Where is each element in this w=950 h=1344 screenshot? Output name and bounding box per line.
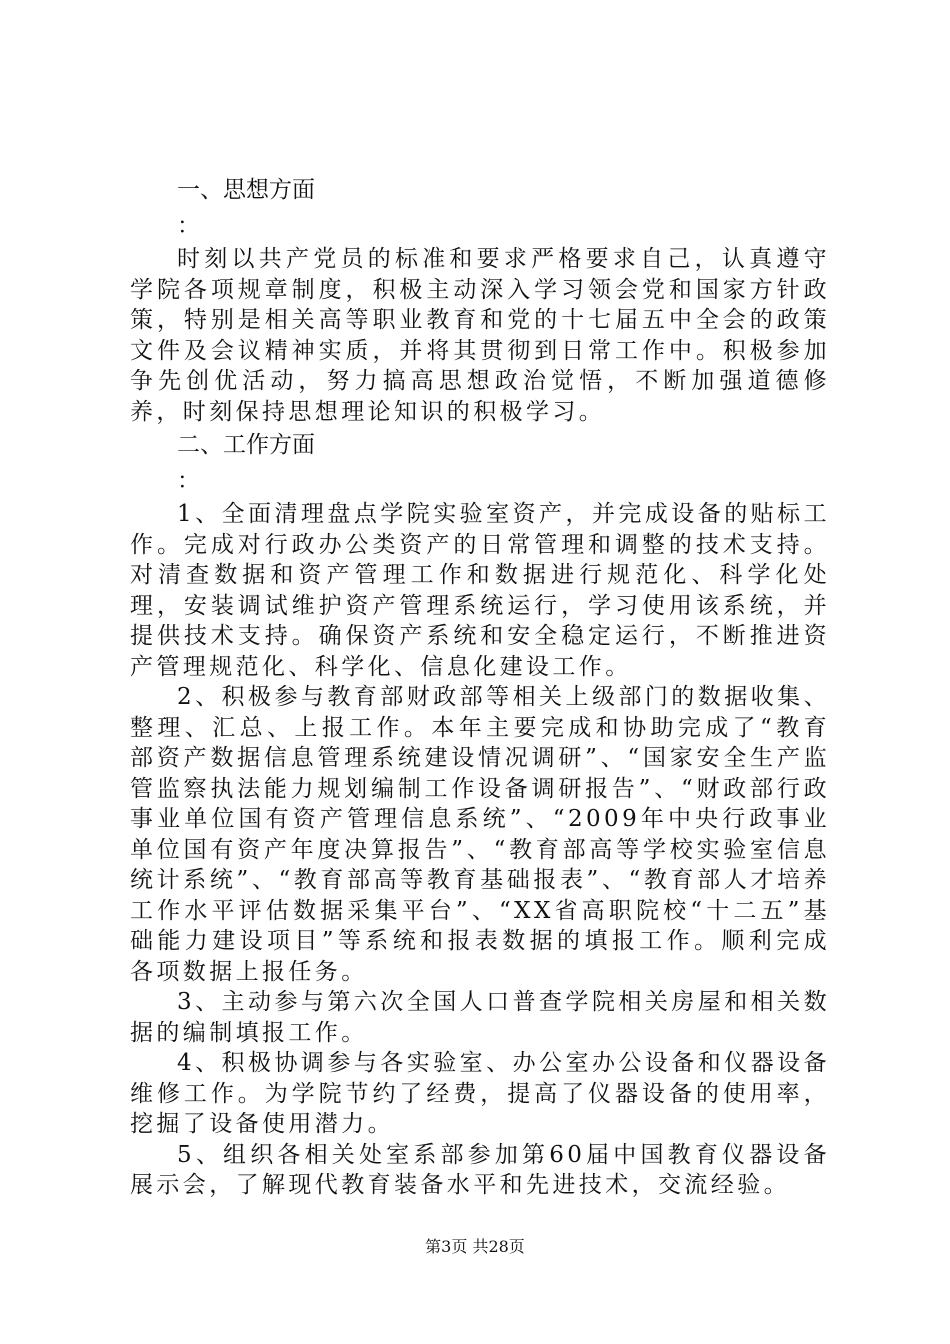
work-item-3: 3、主动参与第六次全国人口普查学院相关房屋和相关数据的编制填报工作。 [130, 989, 830, 1046]
work-item-5: 5、组织各相关处室系部参加第60届中国教育仪器设备展示会，了解现代教育装备水平和先进技术，交流经验。 [130, 1141, 830, 1198]
document-body [130, 172, 830, 1201]
work-item-4: 4、积极协调参与各实验室、办公室办公设备和仪器设备维修工作。为学院节约了经费，提高了仪器设备的使用率，挖掘了设备使用潜力。 [130, 1050, 830, 1137]
section-colon: ： [177, 213, 200, 239]
work-item-2: 2、积极参与教育部财政部等相关上级部门的数据收集、整理、汇总、上报工作。本年主要完成和协助完成了“教育部资产数据信息管理系统建设情况调研”、“国家安全生产监管监察执法能力规划编制工作设备调研报告”、“财政部行政事业单位国有资产管理信息系统”、“2009年中央行政事业单位国有资产年度决算报告”、“教育部高等学校实验室信息统计系统”、“教育部高等教育基础报表”、“教育部人才培养工作水平评估数据采集平台”、“XX省高职院校“十二五”基础能力建设项目”等系统和报表数据的填报工作。顺利完成各项数据上报任务。 [130, 684, 830, 985]
section-heading-thought: 一、思想方面 [177, 177, 315, 203]
paragraph-thought: 时刻以共产党员的标准和要求严格要求自己，认真遵守学院各项规章制度，积极主动深入学习领会党和国家方针政策，特别是相关高等职业教育和党的十七届五中全会的政策文件及会议精神实质，并将其贯彻到日常工作中。积极参加争先创优活动，努力搞高思想政治觉悟，不断加强道德修养，时刻保持思想理论知识的积极学习。 [130, 246, 830, 425]
page-number-footer: 第3页 共28页 [425, 1237, 525, 1256]
work-item-1: 1、全面清理盘点学院实验室资产，并完成设备的贴标工作。完成对行政办公类资产的日常管理和调整的技术支持。对清查数据和资产管理工作和数据进行规范化、科学化处理，安装调试维护资产管理系统运行，学习使用该系统，并提供技术支持。确保资产系统和安全稳定运行，不断推进资产管理规范化、科学化、信息化建设工作。 [130, 501, 830, 680]
section-colon: ： [177, 468, 200, 494]
section-heading-work: 二、工作方面 [177, 432, 315, 458]
